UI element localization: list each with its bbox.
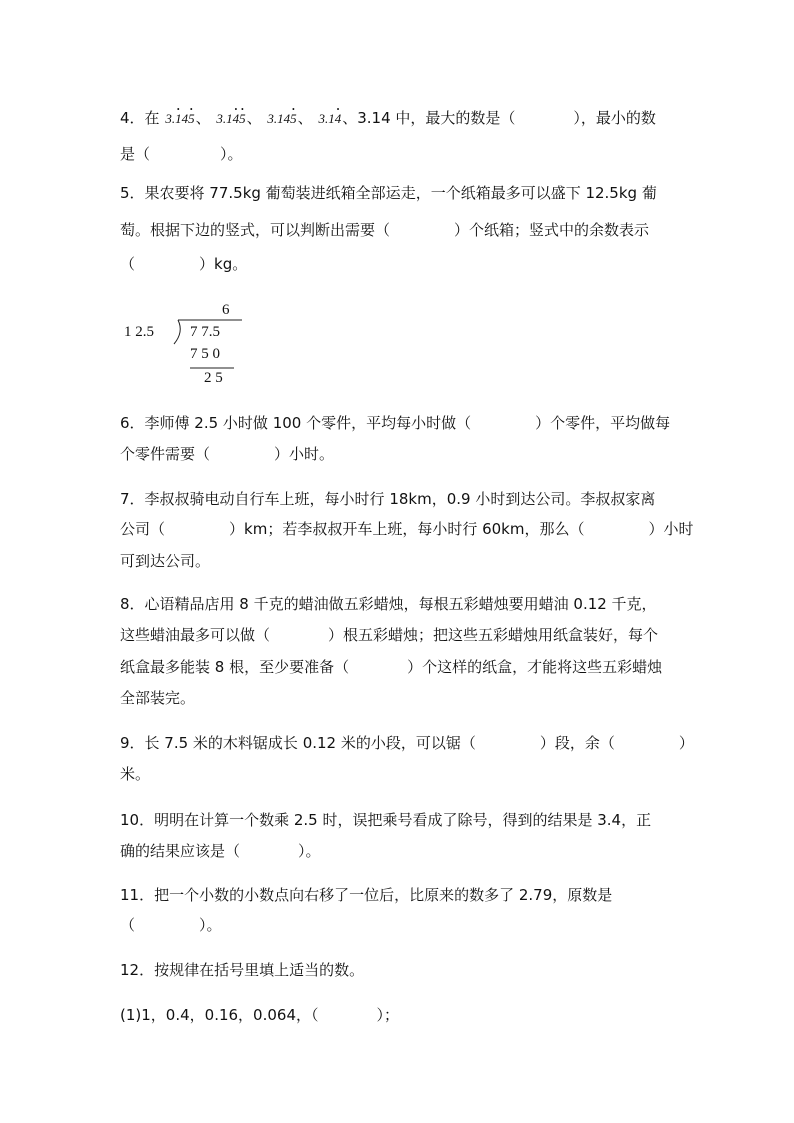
long-division-figure xyxy=(120,298,260,388)
q4-lead: 4．在 xyxy=(120,109,160,127)
division-bracket-lines xyxy=(120,298,260,388)
q4-number-2: 3.1• 4• 5 xyxy=(216,110,245,127)
question-8-line-4: 全部装完。 xyxy=(120,689,196,707)
question-7-line-3: 可到达公司。 xyxy=(120,552,211,570)
question-6-line-2: 个零件需要（ ）小时。 xyxy=(120,445,335,463)
question-5-line-2: 萄。根据下边的竖式，可以判断出需要（ ）个纸箱；竖式中的余数表示 xyxy=(120,221,650,239)
question-8-line-1: 8．心语精品店用 8 千克的蜡油做五彩蜡烛，每根五彩蜡烛要用蜡油 0.12 千克， xyxy=(120,595,657,613)
division-product: 7 5 0 xyxy=(190,346,220,362)
question-5-line-1: 5．果农要将 77.5kg 葡萄装进纸箱全部运走，一个纸箱最多可以盛下 12.5kg 葡 xyxy=(120,184,657,202)
question-9-line-2: 米。 xyxy=(120,765,151,783)
q4-number-3: 3.14• 5 xyxy=(267,110,296,127)
question-7-line-2: 公司（ ）km；若李叔叔开车上班，每小时行 60km，那么（ ）小时 xyxy=(120,520,694,538)
division-divisor: 1 2.5 xyxy=(124,324,154,340)
question-11-line-2: （ ）。 xyxy=(120,916,222,934)
question-5-line-3: （ ）kg。 xyxy=(120,255,248,273)
question-6-line-1: 6．李师傅 2.5 小时做 100 个零件，平均每小时做（ ）个零件，平均做每 xyxy=(120,414,671,432)
question-4-line-1: 4．在 3.• 14• 5、 3.1• 4• 5、 3.14• 5、 3.1• 4、3.14 中，最大的数是（ ），最小的数 xyxy=(120,110,656,127)
question-9-line-1: 9．长 7.5 米的木料锯成长 0.12 米的小段，可以锯（ ）段，余（ ） xyxy=(120,734,694,752)
question-11-line-1: 11．把一个小数的小数点向右移了一位后，比原来的数多了 2.79，原数是 xyxy=(120,886,613,904)
q4-number-1: 3.• 14• 5 xyxy=(165,110,194,127)
q4-number-4: 3.1• 4 xyxy=(318,110,341,127)
q4-after: 、3.14 中，最大的数是（ xyxy=(342,109,516,127)
question-8-line-3: 纸盒最多能装 8 根，至少要准备（ ）个这样的纸盒，才能将这些五彩蜡烛 xyxy=(120,658,663,676)
division-dividend: 7 7.5 xyxy=(190,324,220,340)
question-10-line-2: 确的结果应该是（ ）。 xyxy=(120,842,321,860)
question-12-sub-1: (1)1，0.4，0.16，0.064，（ ）； xyxy=(120,1006,400,1024)
question-10-line-1: 10．明明在计算一个数乘 2.5 时，误把乘号看成了除号，得到的结果是 3.4，正 xyxy=(120,811,652,829)
division-remainder: 2 5 xyxy=(204,370,223,386)
question-8-line-2: 这些蜡油最多可以做（ ）根五彩蜡烛；把这些五彩蜡烛用纸盒装好，每个 xyxy=(120,626,659,644)
q4-mid: ），最小的数 xyxy=(573,109,656,127)
question-12-line-1: 12．按规律在括号里填上适当的数。 xyxy=(120,961,365,979)
division-quotient: 6 xyxy=(222,302,230,318)
question-4-line-2: 是（ ）。 xyxy=(120,145,243,163)
question-7-line-1: 7．李叔叔骑电动自行车上班，每小时行 18km，0.9 小时到达公司。李叔叔家离 xyxy=(120,490,656,508)
